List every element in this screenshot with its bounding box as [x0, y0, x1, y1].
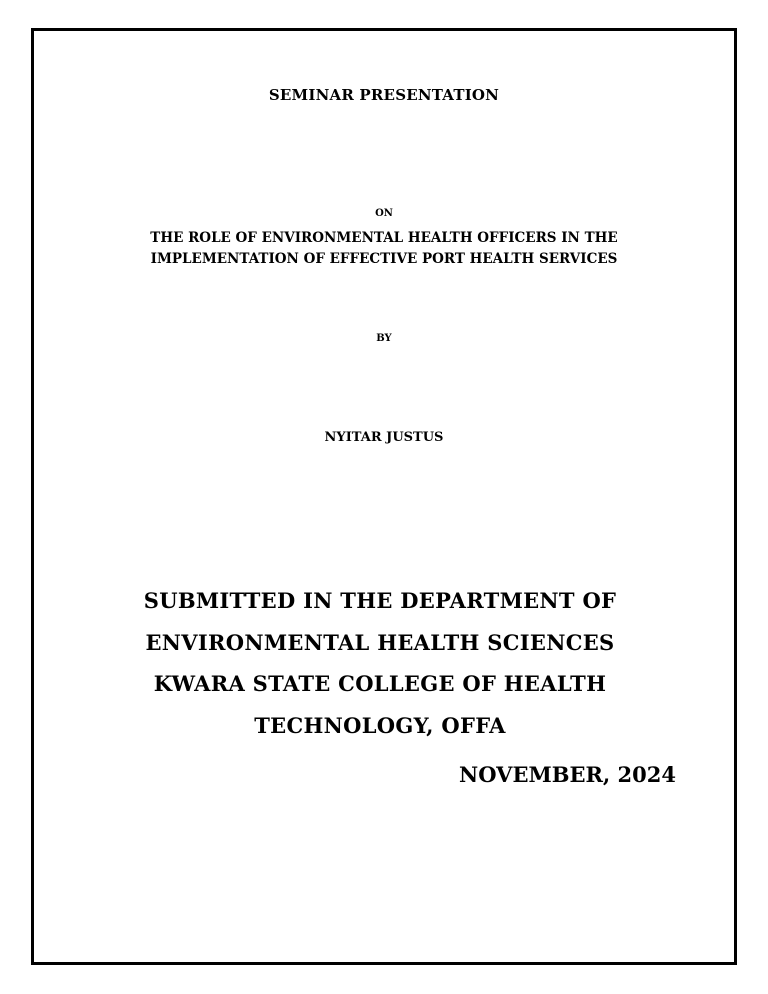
seminar-title: [0, 228, 768, 270]
author-name: NYITAR JUSTUS: [324, 430, 444, 445]
submission-line: SUBMITTED IN THE DEPARTMENT OF: [143, 588, 617, 613]
submission-line: KWARA STATE COLLEGE OF HEALTH: [153, 671, 607, 696]
title-line: IMPLEMENTATION OF EFFECTIVE PORT HEALTH SERVICES: [150, 251, 618, 267]
submission-date: NOVEMBER, 2024: [459, 762, 676, 787]
by-label: BY: [376, 333, 392, 344]
submission-statement: [0, 580, 764, 746]
page-border: [31, 28, 737, 965]
title-line: THE ROLE OF ENVIRONMENTAL HEALTH OFFICERS IN THE: [150, 230, 618, 246]
submission-line: TECHNOLOGY, OFFA: [254, 712, 506, 738]
document-heading: SEMINAR PRESENTATION: [268, 86, 500, 104]
on-label: ON: [375, 208, 393, 219]
submission-line: ENVIRONMENTAL HEALTH SCIENCES: [145, 629, 615, 655]
